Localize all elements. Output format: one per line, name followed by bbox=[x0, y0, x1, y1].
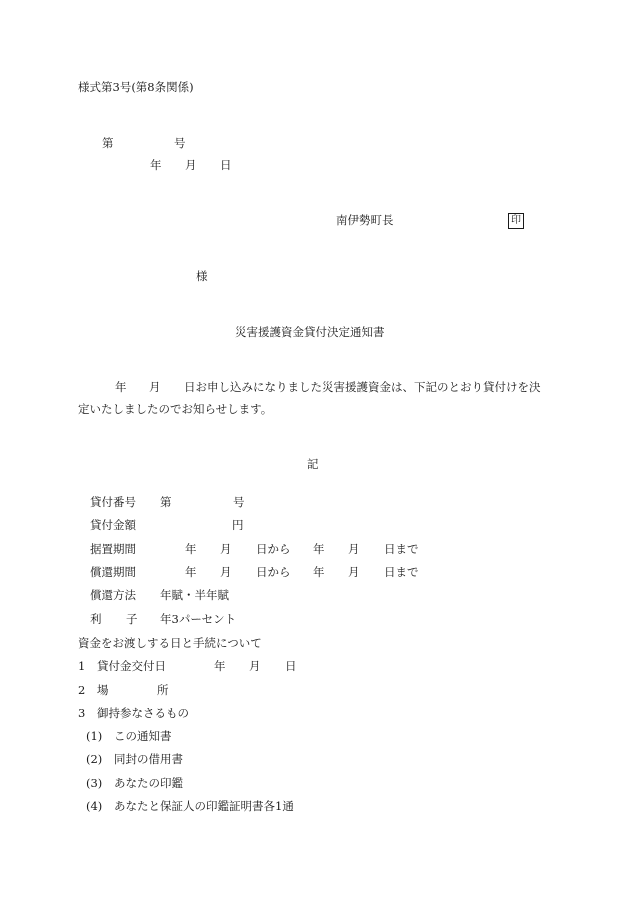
repayment-period-until: 日まで bbox=[384, 565, 419, 579]
place-num: 2 bbox=[78, 683, 86, 697]
bring-item-text: あなたの印鑑 bbox=[114, 776, 183, 790]
body-text-line1: 日お申し込みになりました災害援護資金は、下記のとおり貸付けを決 bbox=[184, 380, 541, 394]
repayment-period-year: 年 bbox=[185, 565, 197, 579]
body-month: 月 bbox=[149, 380, 161, 394]
bring-num: 3 bbox=[78, 706, 86, 720]
grace-period-year: 年 bbox=[185, 542, 197, 556]
addressee-honorific: 様 bbox=[196, 269, 208, 283]
bring-item-num: (1) bbox=[86, 729, 103, 743]
bring-item-num: (3) bbox=[86, 776, 103, 790]
grace-period-to-year: 年 bbox=[313, 542, 325, 556]
doc-number-suffix: 号 bbox=[174, 136, 186, 150]
grace-period-month: 月 bbox=[220, 542, 232, 556]
bring-item-text: 同封の借用書 bbox=[114, 752, 183, 766]
grace-period-until: 日まで bbox=[384, 542, 419, 556]
bring-label: 御持参なさるもの bbox=[97, 706, 189, 720]
doc-date-year: 年 bbox=[150, 158, 162, 172]
body-year: 年 bbox=[115, 380, 127, 394]
bring-item-text: この通知書 bbox=[114, 729, 172, 743]
grace-period-label: 据置期間 bbox=[90, 542, 136, 556]
loan-number-label: 貸付番号 bbox=[90, 495, 136, 509]
document-title: 災害援護資金貸付決定通知書 bbox=[235, 325, 385, 339]
ki-heading: 記 bbox=[307, 457, 319, 471]
body-text-line2: 定いたしましたのでお知らせします。 bbox=[78, 402, 273, 416]
doc-date-month: 月 bbox=[185, 158, 197, 172]
bring-item-num: (2) bbox=[86, 752, 103, 766]
seal-mark: 印 bbox=[508, 213, 524, 229]
repayment-period-to-month: 月 bbox=[348, 565, 360, 579]
interest-value: 年3パーセント bbox=[160, 612, 237, 626]
form-number: 様式第3号(第8条関係) bbox=[78, 80, 194, 94]
doc-number-prefix: 第 bbox=[102, 136, 114, 150]
grace-period-from: 日から bbox=[256, 542, 291, 556]
loan-number-prefix: 第 bbox=[160, 495, 172, 509]
grace-period-to-month: 月 bbox=[348, 542, 360, 556]
repayment-period-label: 償還期間 bbox=[90, 565, 136, 579]
issuer-name: 南伊勢町長 bbox=[336, 213, 394, 227]
doc-date-day: 日 bbox=[220, 158, 232, 172]
repayment-period-to-year: 年 bbox=[313, 565, 325, 579]
delivery-date-year: 年 bbox=[214, 659, 226, 673]
loan-number-suffix: 号 bbox=[233, 495, 245, 509]
place-label-2: 所 bbox=[157, 683, 169, 697]
bring-item-num: (4) bbox=[86, 799, 103, 813]
bring-item-text: あなたと保証人の印鑑証明書各1通 bbox=[114, 799, 294, 813]
repayment-period-from: 日から bbox=[256, 565, 291, 579]
handover-heading: 資金をお渡しする日と手続について bbox=[78, 636, 262, 650]
repayment-method-value: 年賦・半年賦 bbox=[160, 588, 229, 602]
interest-label-2: 子 bbox=[126, 612, 138, 626]
delivery-date-label: 貸付金交付日 bbox=[97, 659, 166, 673]
delivery-date-num: 1 bbox=[78, 659, 86, 673]
loan-amount-unit: 円 bbox=[232, 518, 244, 532]
repayment-period-month: 月 bbox=[220, 565, 232, 579]
delivery-date-day: 日 bbox=[285, 659, 297, 673]
repayment-method-label: 償還方法 bbox=[90, 588, 136, 602]
loan-amount-label: 貸付金額 bbox=[90, 518, 136, 532]
delivery-date-month: 月 bbox=[249, 659, 261, 673]
place-label-1: 場 bbox=[97, 683, 109, 697]
interest-label-1: 利 bbox=[90, 612, 102, 626]
